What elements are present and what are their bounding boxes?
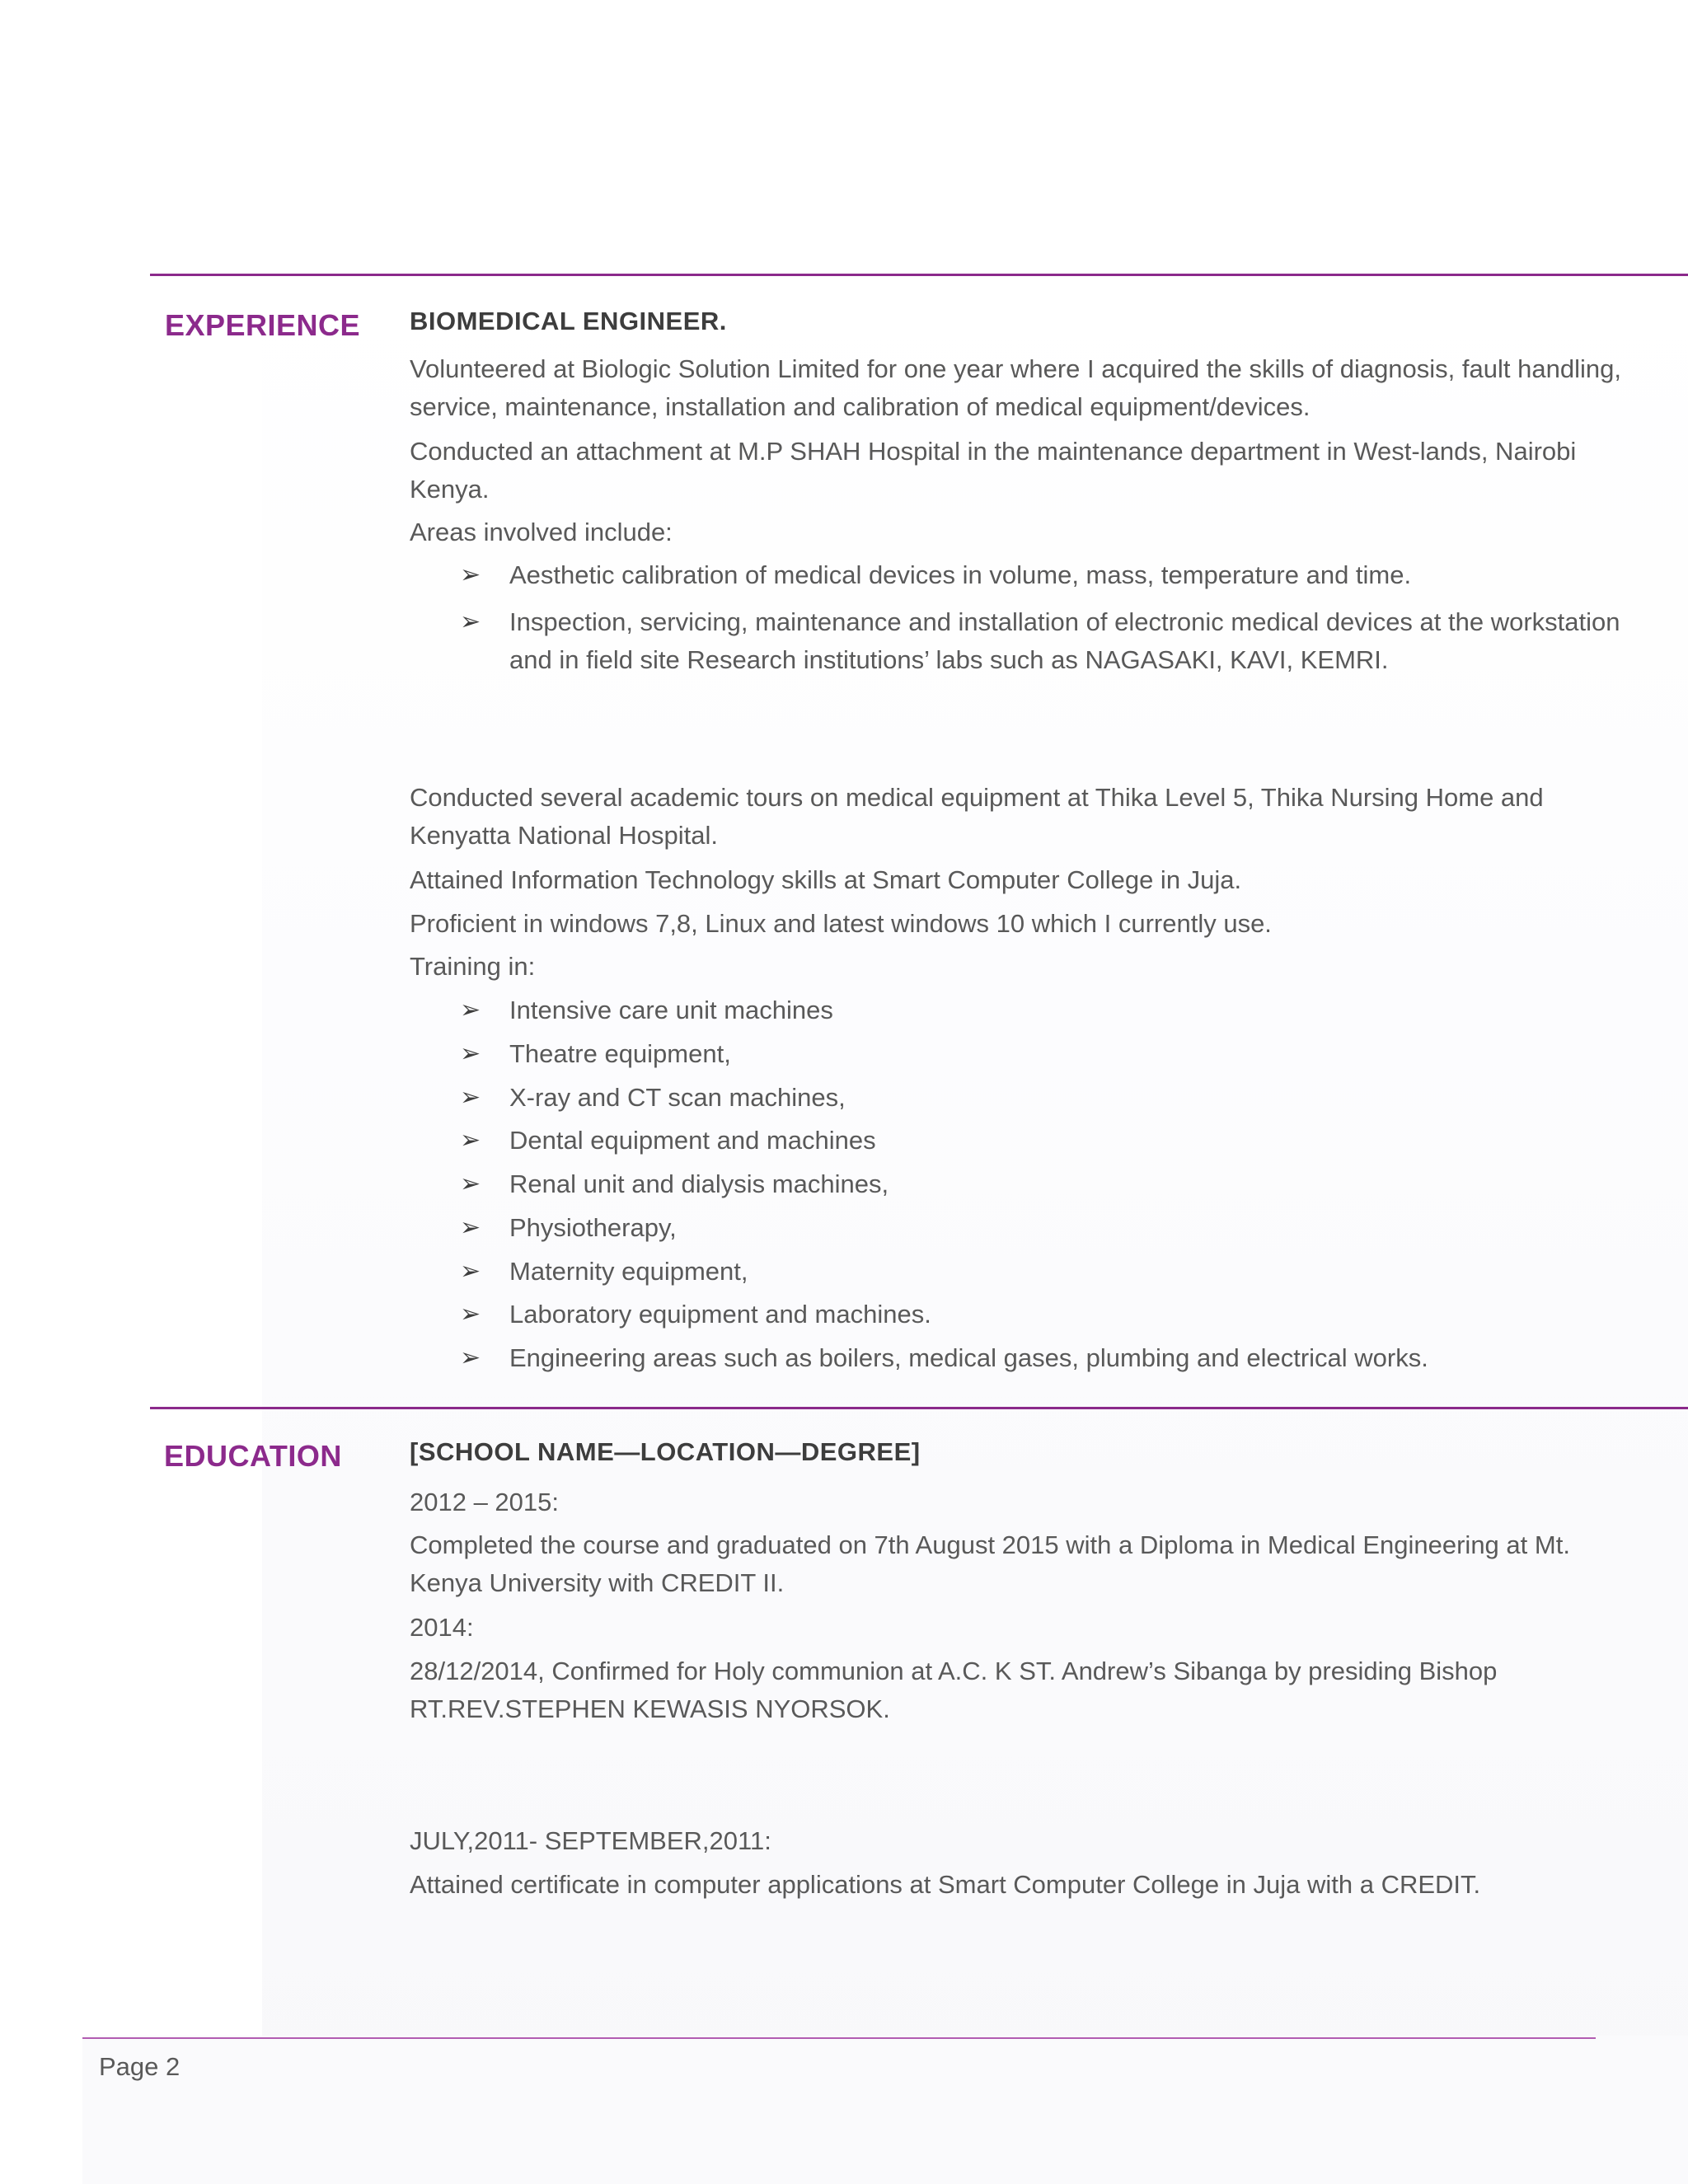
list-item-text: Maternity equipment, — [509, 1257, 748, 1286]
arrowhead-bullet-icon: ➢ — [460, 1040, 481, 1067]
education-paragraph: Completed the course and graduated on 7th August 2015 with a Diploma in Medical Engineering at Mt. Kenya University with CREDIT II. — [410, 1530, 1570, 1597]
list-item-text: Dental equipment and machines — [509, 1126, 876, 1155]
experience-paragraph: Conducted several academic tours on medical equipment at Thika Level 5, Thika Nursing Home and Kenyatta National Hospital. — [410, 783, 1544, 850]
experience-paragraph: Conducted an attachment at M.P SHAH Hospital in the maintenance department in West-lands, Nairobi Kenya. — [410, 437, 1577, 504]
arrowhead-bullet-icon: ➢ — [460, 1258, 481, 1285]
education-paragraph: 28/12/2014, Confirmed for Holy communion at A.C. K ST. Andrew’s Sibanga by presiding Bishop RT.REV.STEPHEN KEWASIS NYORSOK. — [410, 1657, 1498, 1723]
list-item — [460, 1035, 1630, 1073]
education-paragraph: Attained certificate in computer applications at Smart Computer College in Juja with a CREDIT. — [410, 1870, 1481, 1899]
list-item-text: Aesthetic calibration of medical devices in volume, mass, temperature and time. — [509, 560, 1412, 589]
list-item — [460, 991, 1630, 1029]
experience-paragraph: Proficient in windows 7,8, Linux and latest windows 10 which I currently use. — [410, 909, 1272, 938]
page-number: Page 2 — [99, 2052, 181, 2081]
experience-paragraph: Training in: — [410, 952, 536, 981]
list-item-text: Theatre equipment, — [509, 1039, 731, 1068]
education-heading: [SCHOOL NAME—LOCATION—DEGREE] — [410, 1437, 921, 1466]
list-item — [460, 1209, 1630, 1247]
list-item-text: X-ray and CT scan machines, — [509, 1083, 846, 1112]
list-item-text: Intensive care unit machines — [509, 996, 833, 1024]
list-item — [460, 603, 1630, 679]
list-item — [460, 1296, 1630, 1333]
list-item — [460, 1339, 1630, 1377]
footer-background — [82, 2036, 1688, 2184]
education-date: JULY,2011- SEPTEMBER,2011: — [410, 1826, 771, 1855]
arrowhead-bullet-icon: ➢ — [460, 1344, 481, 1371]
arrowhead-bullet-icon: ➢ — [460, 1301, 481, 1328]
experience-paragraph: Attained Information Technology skills at Smart Computer College in Juja. — [410, 865, 1242, 894]
list-item-text: Inspection, servicing, maintenance and installation of electronic medical devices at the workstation and in field site Research institutions’ labs such as NAGASAKI, KAVI, KEMRI. — [509, 607, 1620, 674]
experience-divider — [150, 274, 1688, 276]
education-date: 2014: — [410, 1613, 474, 1642]
job-title: BIOMEDICAL ENGINEER. — [410, 307, 727, 335]
education-divider — [150, 1407, 1688, 1409]
list-item — [460, 1122, 1630, 1160]
education-section-title: EDUCATION — [164, 1439, 342, 1473]
arrowhead-bullet-icon: ➢ — [460, 561, 481, 588]
experience-paragraph: Areas involved include: — [410, 518, 673, 546]
arrowhead-bullet-icon: ➢ — [460, 1084, 481, 1111]
education-date: 2012 – 2015: — [410, 1488, 560, 1516]
list-item — [460, 1165, 1630, 1203]
list-item-text: Physiotherapy, — [509, 1213, 677, 1242]
arrowhead-bullet-icon: ➢ — [460, 1214, 481, 1241]
experience-paragraph: Volunteered at Biologic Solution Limited for one year where I acquired the skills of diagnosis, fault handling, service, maintenance, installation and calibration of medical equipment/devices. — [410, 354, 1621, 421]
footer-divider — [82, 2037, 1596, 2039]
arrowhead-bullet-icon: ➢ — [460, 608, 481, 635]
list-item-text: Laboratory equipment and machines. — [509, 1300, 931, 1329]
list-item — [460, 556, 1630, 594]
list-item-text: Renal unit and dialysis machines, — [509, 1169, 889, 1198]
experience-section-title: EXPERIENCE — [165, 308, 361, 342]
list-item — [460, 1079, 1630, 1117]
arrowhead-bullet-icon: ➢ — [460, 1170, 481, 1197]
list-item-text: Engineering areas such as boilers, medical gases, plumbing and electrical works. — [509, 1343, 1428, 1372]
arrowhead-bullet-icon: ➢ — [460, 996, 481, 1024]
list-item — [460, 1253, 1630, 1291]
arrowhead-bullet-icon: ➢ — [460, 1127, 481, 1154]
